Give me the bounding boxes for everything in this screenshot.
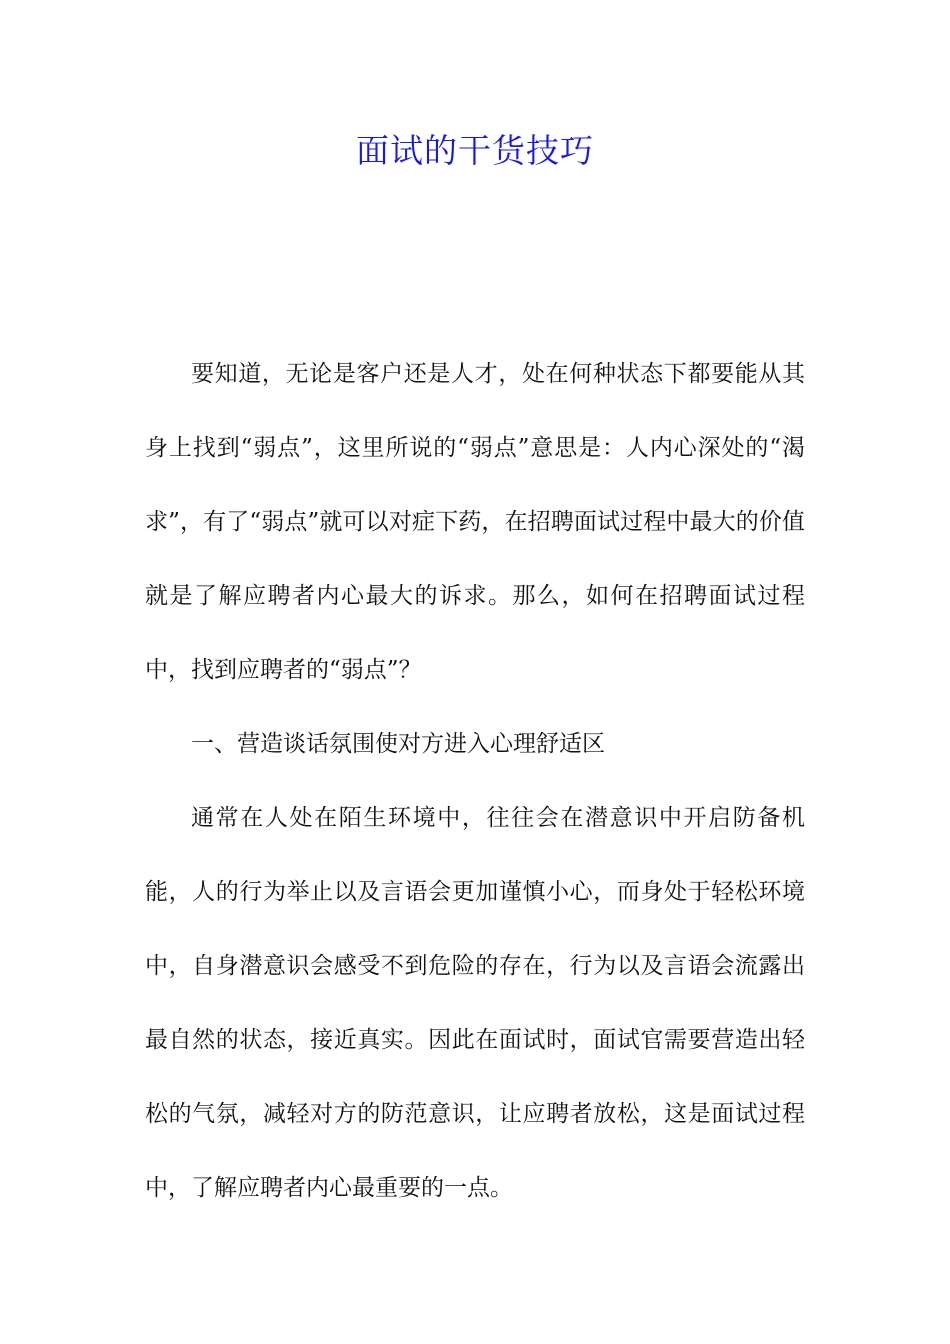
paragraph-intro: 要知道，无论是客户还是人才，处在何种状态下都要能从其身上找到“弱点”，这里所说的“弱点”意思是：人内心深处的“渴求”，有了“弱点”就可以对症下药，在招聘面试过程中最大的价值就是了解应聘者内心最大的诉求。那么，如何在招聘面试过程中，找到应聘者的“弱点”？ — [145, 361, 805, 683]
document-title: 面试的干货技巧 — [356, 131, 594, 170]
section-heading-1: 一、营造谈话氛围使对方进入心理舒适区 — [191, 731, 605, 757]
document-body — [145, 337, 805, 1225]
paragraph-section-1: 通常在人处在陌生环境中，往往会在潜意识中开启防备机能，人的行为举止以及言语会更加谨慎小心，而身处于轻松环境中，自身潜意识会感受不到危险的存在，行为以及言语会流露出最自然的状态，接近真实。因此在面试时，面试官需要营造出轻松的气氛，减轻对方的防范意识，让应聘者放松，这是面试过程中，了解应聘者内心最重要的一点。 — [145, 805, 805, 1201]
